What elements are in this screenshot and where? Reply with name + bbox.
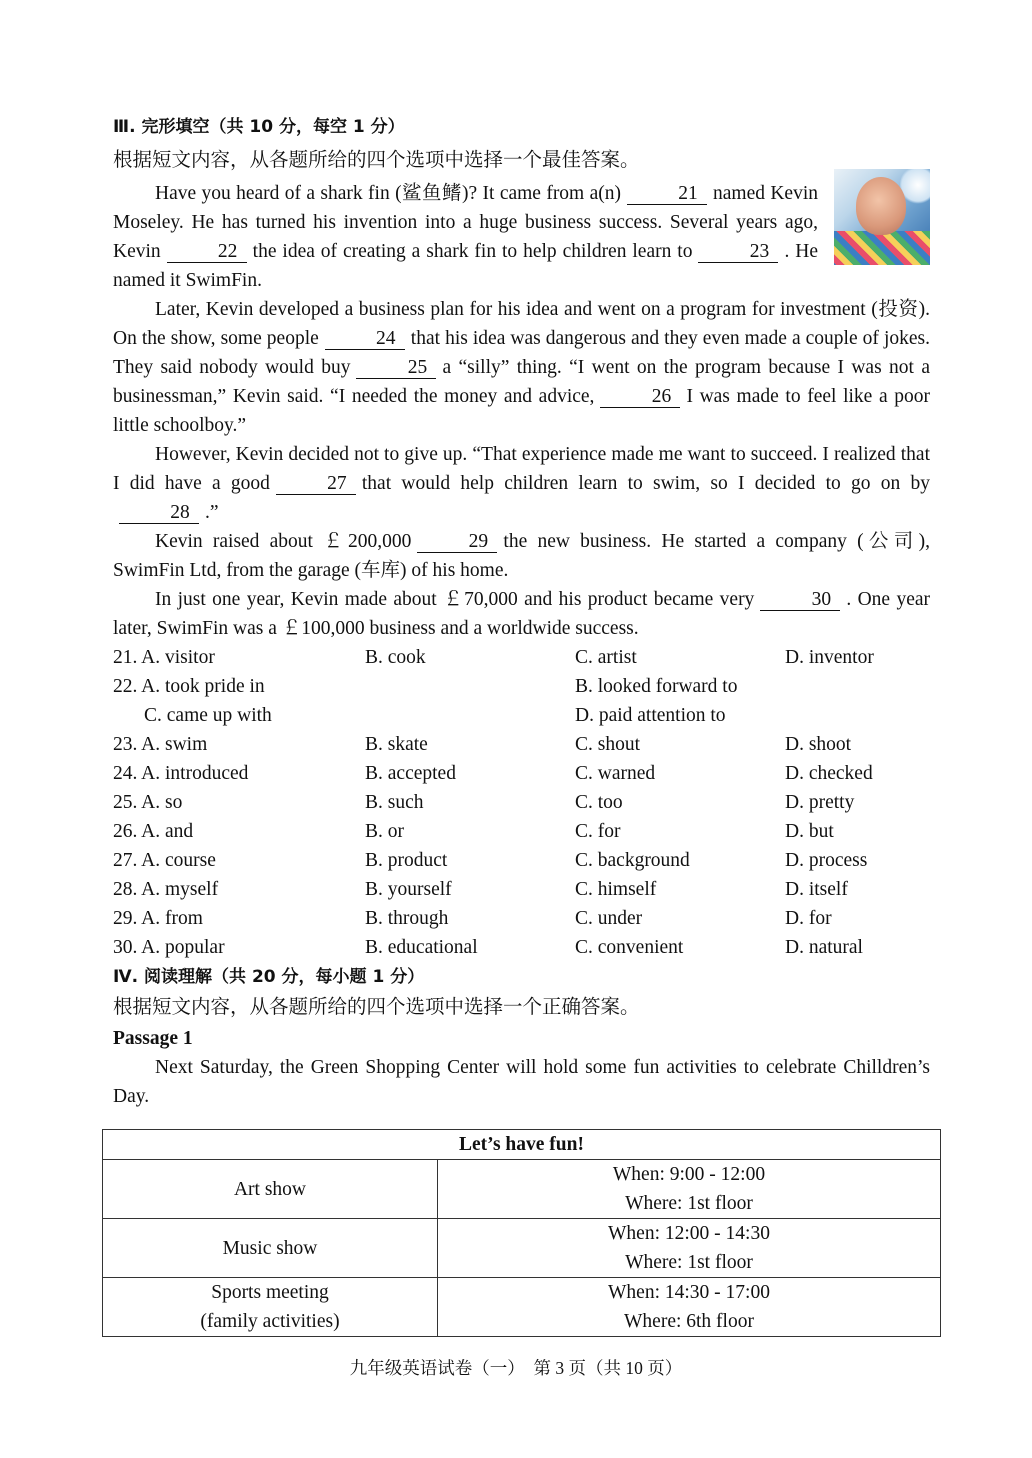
cloze-paragraph-5: In just one year, Kevin made about ￡70,000 and his product became very 30 . One year later, SwimFin was a ￡100,000 business and a worldwide success.: [113, 589, 930, 639]
info-cell: When: 14:30 - 17:00 Where: 6th floor: [438, 1278, 941, 1337]
exam-page: [113, 112, 930, 1111]
option-row-30: 30. A. popular B. educational C. convenient D. natural: [113, 937, 863, 958]
table-row: [103, 1160, 941, 1219]
page-footer: 九年级英语试卷（一） 第 3 页（共 10 页）: [349, 1358, 683, 1378]
activity-cell: Music show: [103, 1219, 438, 1278]
section4-instruction: 根据短文内容，从各题所给的四个选项中选择一个正确答案。: [113, 997, 640, 1018]
cloze-paragraph-1: Have you heard of a shark fin (鲨鱼鳍)? It came from a(n) 21 named Kevin Moseley. He has turned his invention into a huge business success. Several years ago, Kevin 22 the idea of creating a shark fin to help children learn to 23 . He named it SwimFin.: [113, 179, 930, 295]
passage-label: Passage 1: [113, 1028, 193, 1049]
activity-table: [102, 1129, 941, 1337]
table-row: [103, 1278, 941, 1337]
passage-intro: Next Saturday, the Green Shopping Center will hold some fun activities to celebrate Chilldren’s Day.: [113, 1057, 930, 1107]
section3-instruction: 根据短文内容，从各题所给的四个选项中选择一个最佳答案。: [113, 150, 640, 171]
option-row-21: 21. A. visitor B. cook C. artist D. inventor: [113, 647, 874, 668]
cloze-paragraph-2: Later, Kevin developed a business plan for his idea and went on a program for investment (投资). On the show, some people 24 that his idea was dangerous and they even made a couple of jokes. They said nobody would buy 25 a “silly” thing. “I went on the program because I was not a businessman,” Kevin said. “I needed the money and advice, 26 I was made to feel like a poor little schoolboy.”: [113, 299, 931, 436]
option-row-27: 27. A. course B. product C. background D. process: [113, 850, 868, 871]
info-cell: When: 9:00 - 12:00 Where: 1st floor: [438, 1160, 941, 1219]
section3-title: Ⅲ. 完形填空（共 10 分，每空 1 分）: [113, 117, 405, 137]
cloze-paragraph-4: Kevin raised about ￡200,000 29 the new business. He started a company (公司), SwimFin Ltd, from the garage (车库) of his home.: [113, 531, 930, 581]
table-header: Let’s have fun!: [103, 1130, 941, 1160]
option-row-29: 29. A. from B. through C. under D. for: [113, 908, 832, 929]
blank-27: 27: [276, 474, 356, 495]
option-row-28: 28. A. myself B. yourself C. himself D. itself: [113, 879, 848, 900]
option-row-25: 25. A. so B. such C. too D. pretty: [113, 792, 855, 813]
blank-29: 29: [417, 532, 497, 553]
blank-25: 25: [356, 358, 436, 379]
section4-title: Ⅳ. 阅读理解（共 20 分，每小题 1 分）: [113, 967, 425, 987]
info-cell: When: 12:00 - 14:30 Where: 1st floor: [438, 1219, 941, 1278]
table-row: [103, 1219, 941, 1278]
blank-22: 22: [167, 242, 247, 263]
activity-cell: Sports meeting (family activities): [103, 1278, 438, 1337]
blank-23: 23: [698, 242, 778, 263]
blank-30: 30: [760, 590, 840, 611]
blank-26: 26: [600, 387, 680, 408]
option-row-22b: C. came up with D. paid attention to: [144, 705, 726, 726]
blank-24: 24: [325, 329, 405, 350]
option-row-24: 24. A. introduced B. accepted C. warned D. checked: [113, 763, 873, 784]
blank-21: 21: [627, 184, 707, 205]
activity-cell: Art show: [103, 1160, 438, 1219]
option-row-23: 23. A. swim B. skate C. shout D. shoot: [113, 734, 852, 755]
options-list: [113, 643, 930, 962]
kevin-moseley-photo: [834, 169, 930, 265]
option-row-26: 26. A. and B. or C. for D. but: [113, 821, 834, 842]
cloze-paragraph-3: However, Kevin decided not to give up. “That experience made me want to succeed. I realized that I did have a good 27 that would help children learn to swim, so I decided to go on by28 .”: [113, 444, 930, 523]
blank-28: 28: [119, 503, 199, 524]
option-row-22a: 22. A. took pride in B. looked forward to: [113, 676, 738, 697]
